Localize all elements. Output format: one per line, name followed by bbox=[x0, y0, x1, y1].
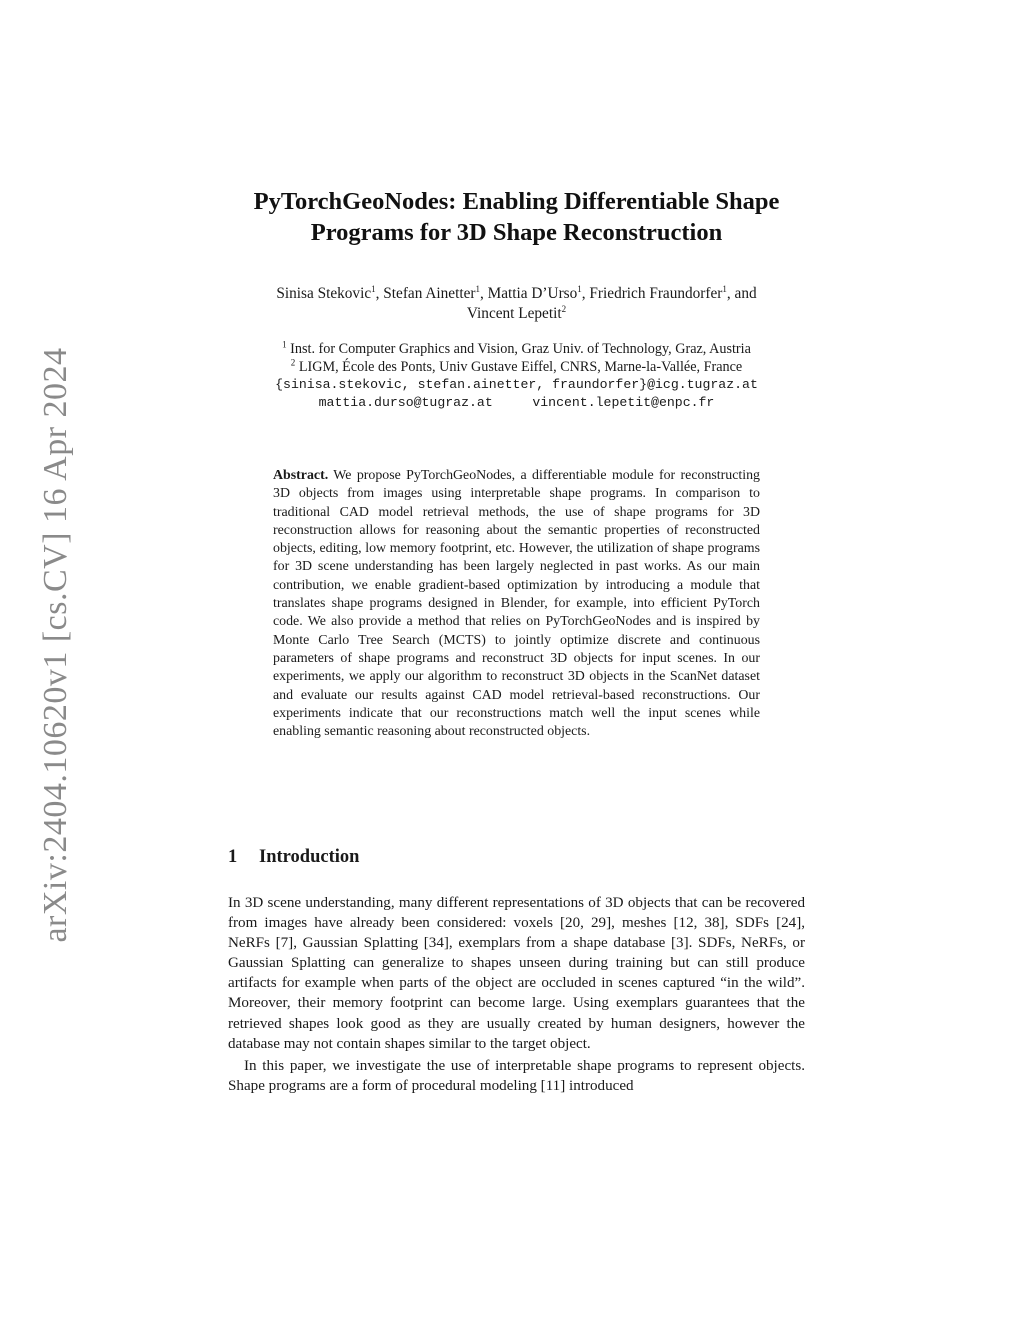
author-list: Sinisa Stekovic$^1$, Stefan Ainetter$^1$, Mattia D’Urso$^1$, Friedrich Fraundorfer$^1$, and Vincent Lepetit$^2$ bbox=[276, 283, 757, 322]
arxiv-identifier: arXiv:2404.10620v1 [cs.CV] 16 Apr 2024 bbox=[37, 347, 74, 943]
body-paragraph: In 3D scene understanding, many different representations of 3D objects that can be recovered from images have already been considered: voxels [20, 29], meshes [12, 38], SDFs [24], NeRFs [7], Gaussian Splatting [34], exemplars from a shape database [3]. SDFs, NeRFs, or Gaussian Splatting can generalize to shapes unseen during training but can still produce artifacts for example when parts of the object are occluded in scenes captured “in the wild”. Moreover, their memory footprint can become large. Using exemplars guarantees that the retrieved shapes look good as they are usually created by human designers, however the database may not contain shapes similar to the target object. bbox=[228, 895, 805, 1052]
email-line-2 bbox=[228, 394, 805, 412]
author-name: Mattia D’Urso bbox=[487, 285, 578, 302]
affiliation-text: Inst. for Computer Graphics and Vision, Graz Univ. of Technology, Graz, Austria bbox=[290, 341, 751, 357]
author-name: Sinisa Stekovic bbox=[276, 285, 372, 302]
author-affiliation-mark: 1 bbox=[371, 283, 376, 294]
paper-title bbox=[228, 186, 805, 248]
title-line-2: Programs for 3D Shape Reconstruction bbox=[310, 219, 723, 246]
section-title: Introduction bbox=[259, 847, 360, 867]
author-name: Vincent Lepetit bbox=[466, 305, 562, 322]
abstract-label: Abstract. bbox=[273, 468, 329, 483]
section-heading bbox=[228, 847, 805, 868]
email-group[interactable]: {sinisa.stekovic, stefan.ainetter, fraundorfer}@icg.tugraz.at bbox=[275, 377, 758, 392]
author-name: Friedrich Fraundorfer bbox=[589, 285, 723, 302]
email-line-1 bbox=[228, 376, 805, 394]
affiliation-2 bbox=[228, 358, 805, 376]
abstract-text: We propose PyTorchGeoNodes, a differentiable module for reconstructing 3D objects from images using interpretable shape programs. In comparison to traditional CAD model retrieval methods, the use of shape programs for 3D reconstruction allows for reasoning about the semantic properties of reconstructed objects, editing, low memory footprint, etc. However, the utilization of shape programs for 3D scene understanding has been largely neglected in past works. As our main contribution, we enable gradient-based optimization by introducing a module that translates shape programs designed in Blender, for example, into efficient PyTorch code. We also provide a method that relies on PyTorchGeoNodes and is inspired by Monte Carlo Tree Search (MCTS) to jointly optimize discrete and continuous parameters of shape programs and reconstruct 3D objects for input scenes. In our experiments, we apply our algorithm to reconstruct 3D objects in the ScanNet dataset and evaluate our results against CAD model retrieval-based reconstructions. Our experiments indicate that our reconstructions match well the input scenes while enabling semantic reasoning about reconstructed objects. bbox=[273, 468, 760, 740]
section-number: 1 bbox=[228, 847, 238, 867]
arxiv-sidebar bbox=[0, 0, 100, 1325]
body-paragraph: In this paper, we investigate the use of interpretable shape programs to represent objects. Shape programs are a form of procedural modeling [11] introduced bbox=[228, 1057, 805, 1094]
abstract-block bbox=[273, 467, 760, 741]
author-affiliation-mark: 1 bbox=[577, 283, 582, 294]
email-address[interactable]: vincent.lepetit@enpc.fr bbox=[532, 395, 715, 410]
author-affiliation-mark: 1 bbox=[722, 283, 727, 294]
affiliation-mark: 2 bbox=[290, 357, 296, 368]
affiliation-1 bbox=[228, 340, 805, 358]
affiliations bbox=[228, 340, 805, 412]
section-body bbox=[228, 893, 805, 1096]
author-affiliation-mark: 1 bbox=[475, 283, 480, 294]
author-name: Stefan Ainetter bbox=[383, 285, 476, 302]
title-line-1: PyTorchGeoNodes: Enabling Differentiable Shape bbox=[253, 188, 780, 215]
affiliation-text: LIGM, École des Ponts, Univ Gustave Eiffel, CNRS, Marne-la-Vallée, France bbox=[298, 359, 743, 375]
affiliation-mark: 1 bbox=[282, 339, 287, 350]
author-conjunction: and bbox=[734, 285, 757, 302]
email-address[interactable]: mattia.durso@tugraz.at bbox=[318, 395, 493, 410]
author-affiliation-mark: 2 bbox=[561, 303, 567, 314]
